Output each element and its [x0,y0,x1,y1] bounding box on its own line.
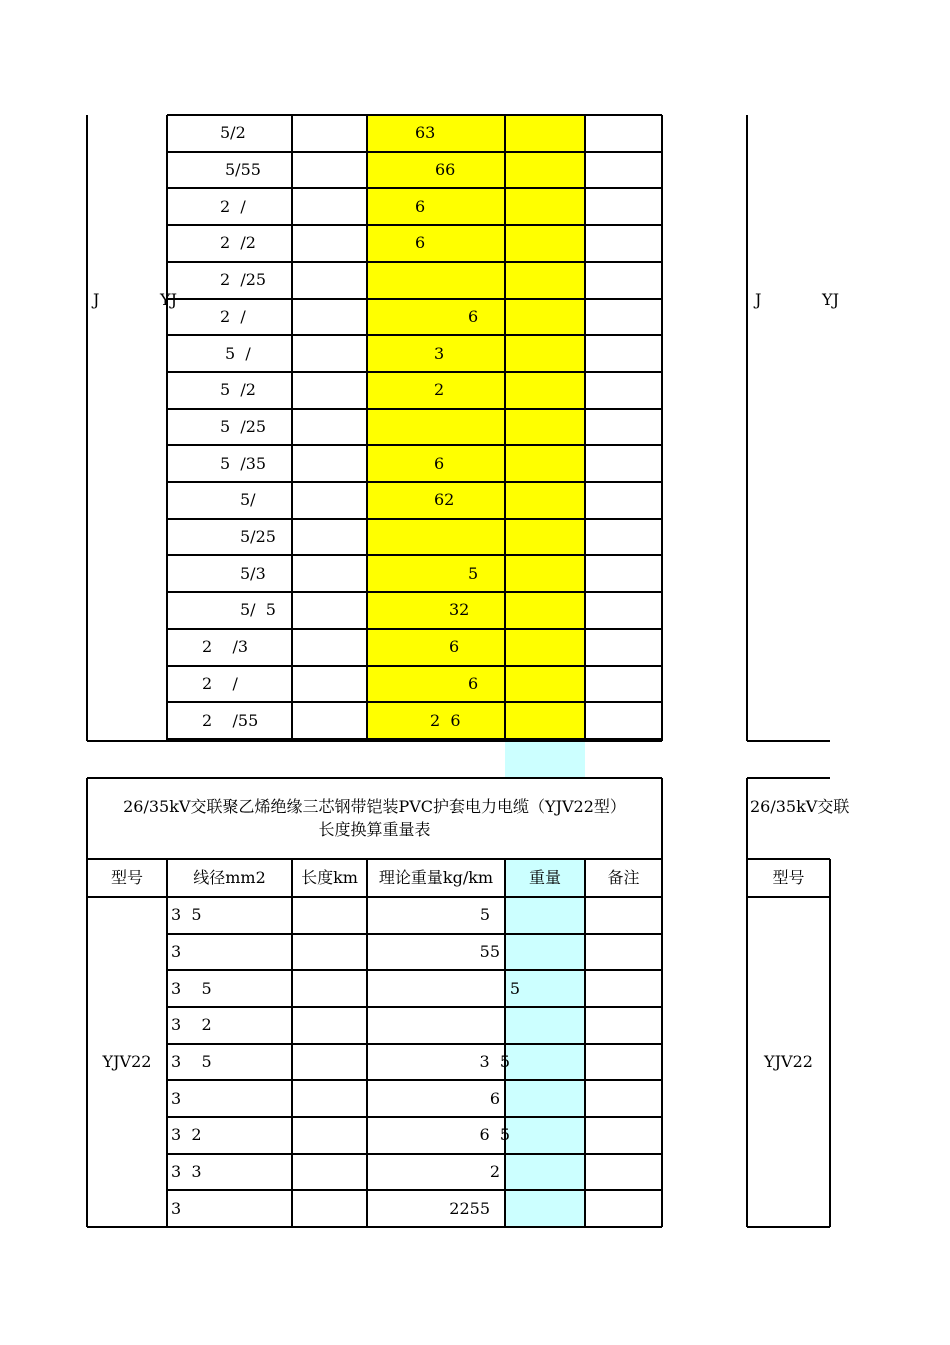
table2-top-line [87,777,662,779]
theory-weight-cell: 66 [435,160,456,180]
theory-weight-cell: 6 [468,673,479,693]
table1-row-line [167,114,662,116]
header-model: 型号 [772,868,805,887]
spec-cell: 5/3 [240,563,266,583]
spec-cell: 2 / [220,196,246,216]
table2-row-line [167,1116,662,1118]
header-model: 型号 [110,868,143,887]
spec-cell: 2 /3 [202,637,249,657]
spec-cell: 5/2 [220,123,246,143]
model-label: J [93,290,100,309]
table2-header-bottom [87,896,662,898]
theory-weight-cell: 5 [509,978,520,998]
spec-cell: 5 / [225,343,251,363]
table2-column-line [504,859,506,1227]
table-title: 26/35kV交联聚乙烯绝缘三芯钢带铠装PVC护套电力电缆（YJV22型） [123,797,626,816]
table1-row-line [167,371,662,373]
table2-right-border [661,778,663,1227]
table1-left-border [86,115,88,741]
spec-cell: 5/ [240,490,256,510]
table1-row-line [167,187,662,189]
table1-row-line [167,591,662,593]
table2-row-line [167,969,662,971]
table1-column-line [366,115,368,741]
table1-right-border [661,115,663,741]
table1-row-line [167,334,662,336]
table1-row-line [167,628,662,630]
theory-weight-cell: 62 [434,490,455,510]
table1b-left-border [746,115,748,741]
spec-cell: 2 / [220,306,246,326]
table1-row-line [167,481,662,483]
table1-row-line [167,554,662,556]
theory-weight-cell: 3 [434,343,445,363]
theory-weight-cell: 55 [479,942,500,961]
table2-column-line [166,859,168,1227]
table2-header-top [87,858,662,860]
table2b-left-border [746,778,748,1227]
table1b-bottom-line [747,740,830,742]
size-cell: 3 2 [171,1125,202,1145]
table1-bottom-line [87,740,662,742]
theory-weight-cell: 6 [489,1088,500,1108]
table2-left-border [86,778,88,1227]
size-cell: 3 2 [171,1015,212,1035]
spec-cell: 2 /55 [202,710,259,730]
header-size: 线径mm2 [193,868,266,887]
table2-bottom-line [87,1226,662,1228]
spec-cell: 5/25 [240,527,276,547]
table2-column-line [291,859,293,1227]
model-cell: YJV22 [764,1052,813,1071]
spec-cell: 5/55 [225,160,261,180]
theory-weight-cell: 3 5 [479,1052,510,1071]
theory-weight-cell: 6 [449,637,460,657]
spec-cell: 2 /25 [220,270,267,290]
size-cell: 3 5 [171,1052,212,1071]
table2b-top-line [747,777,830,779]
header-theory-weight: 理论重量kg/km [378,868,494,887]
table2b-bottom-line [747,1226,830,1228]
table2-row-line [167,1079,662,1081]
model-label: J [755,290,762,309]
weight-column-spacer-fill [505,741,585,778]
table1-column-line [584,115,586,741]
table2-row-line [167,1153,662,1155]
table1-row-line [167,444,662,446]
theory-weight-cell: 6 5 [479,1125,510,1145]
theory-weight-cell: 5 [468,563,479,583]
header-weight: 重量 [528,868,561,887]
model-label: YJ [822,290,839,309]
table1-row-line [167,151,662,153]
theory-weight-cell: 2255 [449,1198,490,1218]
size-cell: 3 [171,942,182,961]
table2b-header-top [747,858,830,860]
table2-column-line [584,859,586,1227]
table2b-right-border [829,859,831,1227]
table1-row-line [167,408,662,410]
table1-row-line [167,261,662,263]
size-cell: 3 3 [171,1162,202,1181]
size-cell: 3 [171,1088,182,1108]
table2-row-line [167,933,662,935]
size-cell: 3 5 [171,905,202,925]
table1-row-line [167,298,662,300]
table1-column-line [166,115,168,741]
theory-weight-cell: 6 [415,196,426,216]
theory-weight-cell: 6 [415,233,426,253]
header-length: 长度km [301,868,358,887]
model-cell: YJV22 [102,1052,152,1071]
table1-row-line [167,224,662,226]
theory-weight-cell: 63 [415,123,436,143]
spec-cell: 5 /2 [220,380,256,400]
spec-cell: 2 / [202,673,238,693]
table1-row-line [167,665,662,667]
model-label: YJ [160,290,177,309]
weight-column-fill [505,115,585,741]
header-note: 备注 [607,868,640,887]
spec-cell: 5/ 5 [240,600,276,620]
spec-cell: 5 /35 [220,453,267,473]
table1-row-line [167,518,662,520]
table-subtitle: 长度换算重量表 [318,820,431,839]
theory-weight-cell: 2 [489,1162,500,1181]
theory-weight-cell: 2 6 [430,710,461,730]
table2-row-line [167,1043,662,1045]
theory-weight-cell: 6 [468,306,479,326]
table1-row-line [167,701,662,703]
table2-row-line [167,1006,662,1008]
table-title: 26/35kV交联 [750,797,850,816]
spec-cell: 2 /2 [220,233,256,253]
table2-row-line [167,1189,662,1191]
theory-weight-cell: 6 [434,453,445,473]
theory-weight-cell: 5 [479,905,490,925]
theory-weight-cell: 2 [434,380,445,400]
spec-cell: 5 /25 [220,416,267,436]
theory-weight-cell: 32 [449,600,470,620]
size-cell: 3 5 [171,978,212,998]
table2b-header-bottom [747,896,830,898]
size-cell: 3 [171,1198,182,1218]
